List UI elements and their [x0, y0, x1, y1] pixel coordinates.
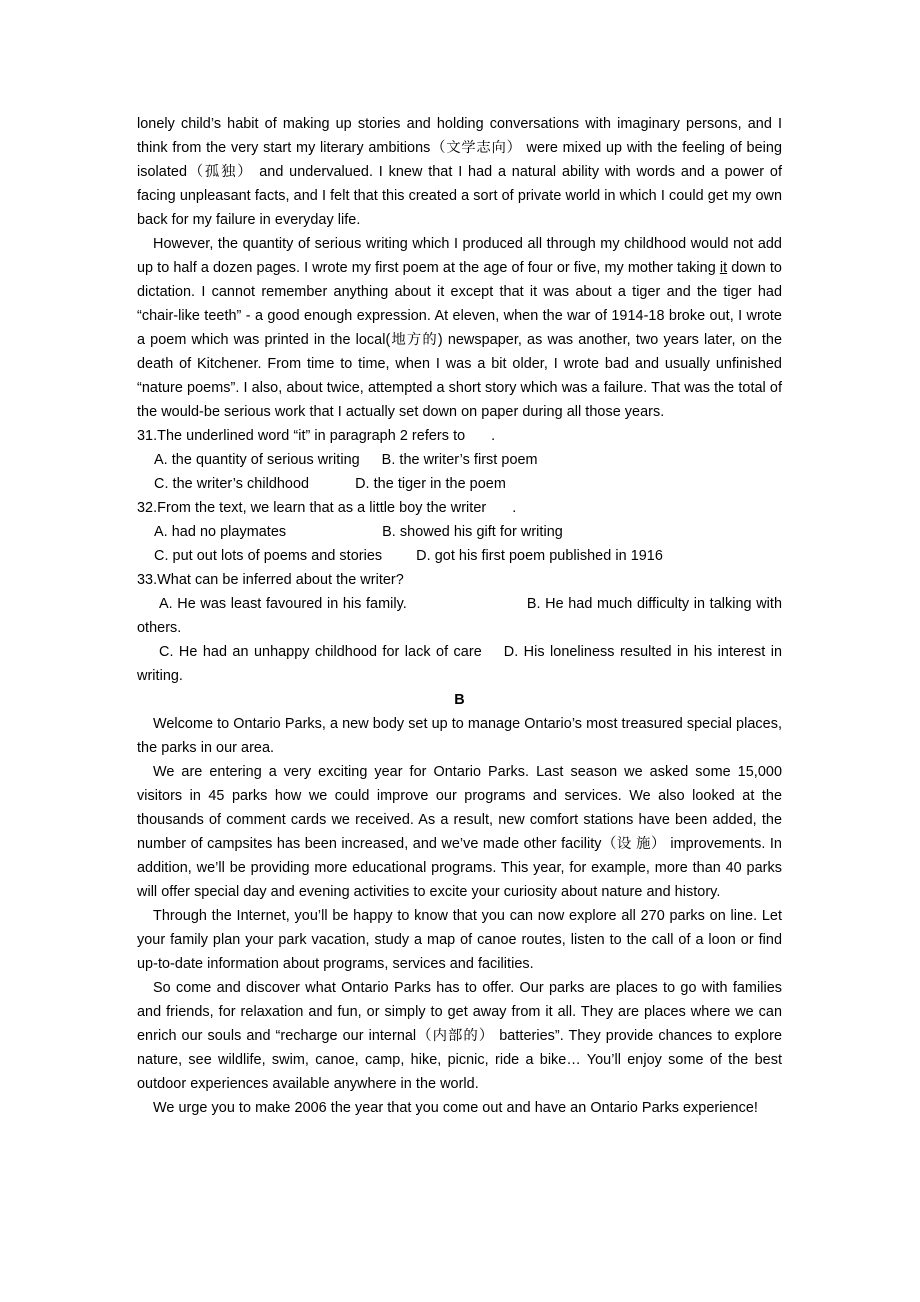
- question-31-number: 31.: [137, 428, 158, 444]
- question-33-option-b[interactable]: B. He had much difficulty in talking with others.: [137, 596, 782, 636]
- question-31-stem: [137, 424, 782, 448]
- question-33-text: What can be inferred about the writer?: [157, 572, 404, 588]
- paragraph2-text-before-underline: However, the quantity of serious writing which I produced all through my childhood would not add up to half a dozen pages. I wrote my first poem at the age of four or five, my mother taking: [137, 236, 782, 276]
- question-32-number: 32.: [137, 500, 158, 516]
- question-33-option-c[interactable]: C. He had an unhappy childhood for lack of care: [159, 644, 482, 660]
- question-31-options-row-2: [137, 472, 782, 496]
- question-33-options-row-1: [137, 592, 782, 640]
- question-33-option-d[interactable]: D. His loneliness resulted in his interest in writing.: [137, 644, 782, 684]
- question-32-stem: [137, 496, 782, 520]
- underlined-word-it: it: [719, 260, 728, 276]
- paragraph2-text-after-underline: down to dictation. I cannot remember anything about it except that it was about a tiger and the tiger had “chair-like teeth” - a good enough expression. At eleven, when the war of 1914-18 broke out, I wrote a poem which was printed in the local(地方的) newspaper, as was another, two years later, on the death of Kitchener. From time to time, when I was a bit older, I wrote bad and usually unfinished “nature poems”. I also, about twice, attempted a short story which was a failure. That was the total of the would-be serious work that I actually set down on paper during all those years.: [137, 260, 782, 420]
- question-32-stem-end: .: [512, 500, 517, 516]
- question-33-stem: [137, 568, 782, 592]
- question-31-text: The underlined word “it” in paragraph 2 refers to: [157, 428, 466, 444]
- section-b-paragraph-3: Through the Internet, you’ll be happy to know that you can now explore all 270 parks on line. Let your family plan your park vacation, study a map of canoe routes, listen to the call of a loon or find up-to-date information about programs, services and facilities.: [137, 908, 782, 972]
- section-b-paragraph-5: We urge you to make 2006 the year that you come out and have an Ontario Parks experience!: [153, 1100, 758, 1116]
- passage-a-paragraph-1: lonely child’s habit of making up stories and holding conversations with imaginary persons, and I think from the very start my literary ambitions（文学志向） were mixed up with the feeling of being isolated（孤独） and undervalued. I knew that I had a natural ability with words and a power of facing unpleasant facts, and I felt that this created a sort of private world in which I could get my own back for my failure in everyday life.: [137, 116, 782, 228]
- question-31-option-a[interactable]: A. the quantity of serious writing: [154, 452, 360, 468]
- question-32-option-d[interactable]: D. got his first poem published in 1916: [416, 548, 663, 564]
- question-33-option-a[interactable]: A. He was least favoured in his family.: [159, 596, 407, 612]
- section-b-paragraph-1: Welcome to Ontario Parks, a new body set up to manage Ontario’s most treasured special places, the parks in our area.: [137, 716, 782, 756]
- section-b-paragraph-4: So come and discover what Ontario Parks has to offer. Our parks are places to go with families and friends, for relaxation and fun, or simply to get away from it all. They are places where we can enrich our souls and “recharge our internal（内部的） batteries”. They provide chances to explore nature, see wildlife, swim, canoe, camp, hike, picnic, ride a bike… You’ll enjoy some of the best outdoor experiences available anywhere in the world.: [137, 980, 782, 1092]
- question-31-option-c[interactable]: C. the writer’s childhood: [154, 476, 310, 492]
- question-32-option-a[interactable]: A. had no playmates: [154, 524, 287, 540]
- question-32-option-b[interactable]: B. showed his gift for writing: [382, 524, 563, 540]
- question-32-option-c[interactable]: C. put out lots of poems and stories: [154, 548, 383, 564]
- question-33-options-row-2: [137, 640, 782, 688]
- section-b-heading: B: [454, 692, 465, 708]
- question-31-stem-end: .: [491, 428, 496, 444]
- question-31-option-d[interactable]: D. the tiger in the poem: [355, 476, 506, 492]
- document-body: [137, 112, 782, 1120]
- question-32-options-row-1: [137, 520, 782, 544]
- passage-a-paragraph-2: [137, 232, 782, 424]
- question-31-option-b[interactable]: B. the writer’s first poem: [381, 452, 538, 468]
- question-33-number: 33.: [137, 572, 158, 588]
- question-32-options-row-2: [137, 544, 782, 568]
- question-32-text: From the text, we learn that as a little boy the writer: [157, 500, 487, 516]
- section-b-paragraph-2: We are entering a very exciting year for Ontario Parks. Last season we asked some 15,000 visitors in 45 parks how we could improve our programs and services. We also looked at the thousands of comment cards we received. As a result, new comfort stations have been added, the number of campsites has been increased, and we’ve made other facility（设 施） improvements. In addition, we’ll be providing more educational programs. This year, for example, more than 40 parks will offer special day and evening activities to excite your curiosity about nature and history.: [137, 764, 782, 900]
- question-31-options-row-1: [137, 448, 782, 472]
